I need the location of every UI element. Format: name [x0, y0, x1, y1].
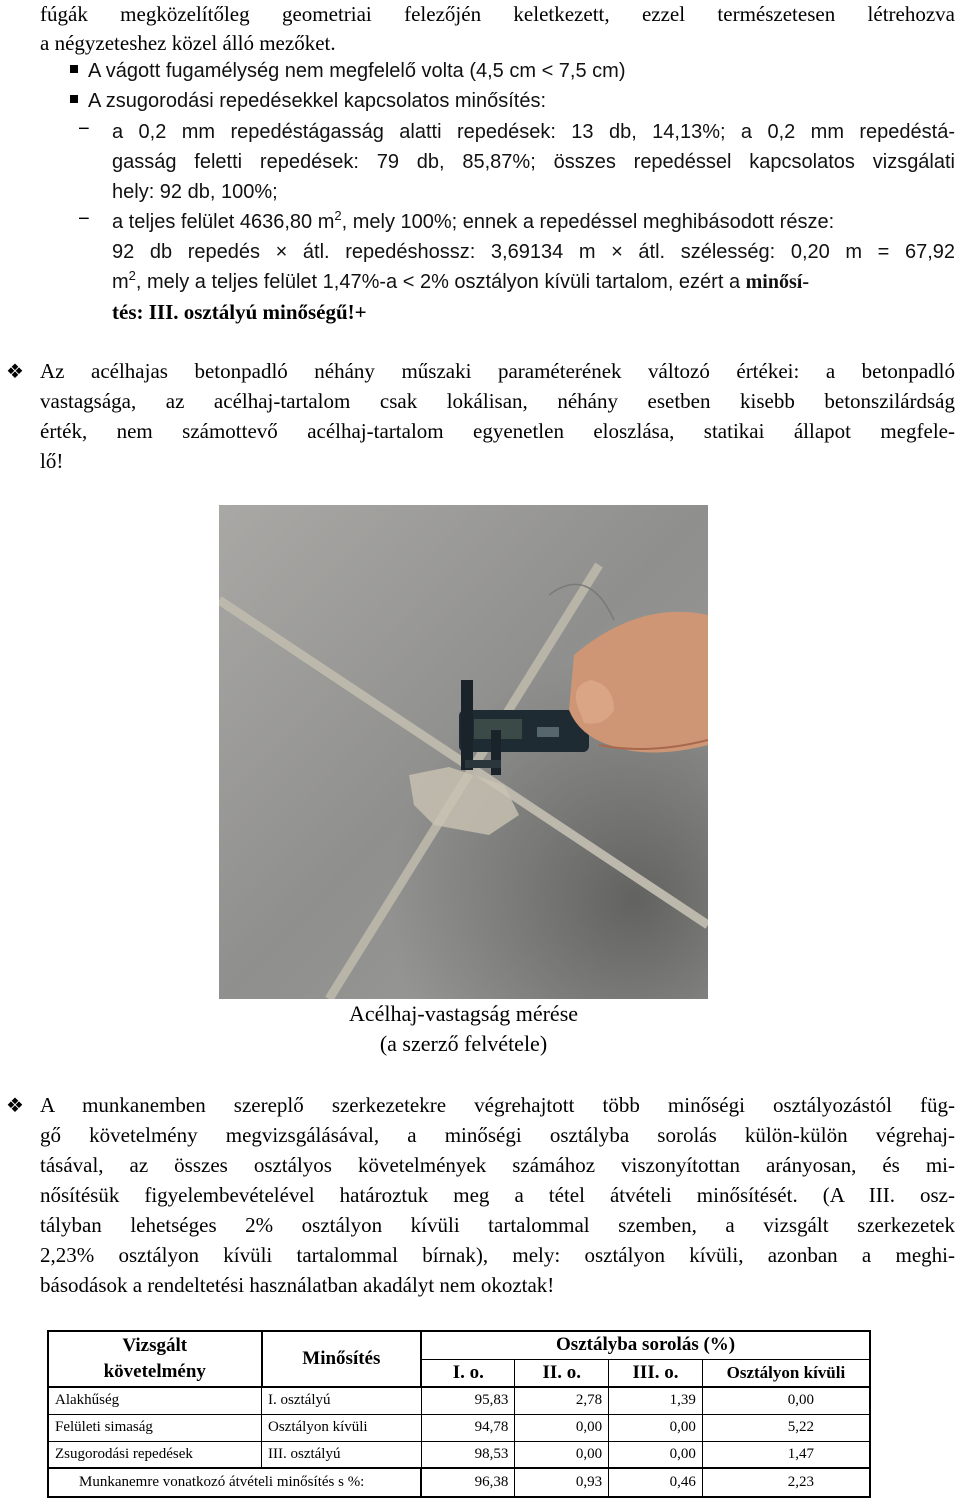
cell-rating: Osztályon kívüli — [262, 1414, 422, 1441]
paragraph-line: 2,23% osztályon kívüli tartalommal bírnak), mely: osztályon kívüli, azonban a meghi- — [40, 1243, 955, 1267]
paragraph-line: gő követelmény megvizsgálásával, a minőségi osztályba sorolás külön-külön végrehaj- — [40, 1123, 955, 1147]
header-class-group: Osztályba sorolás (%) — [421, 1331, 870, 1359]
diamond-bullet-icon: ❖ — [6, 1093, 24, 1117]
paragraph-line: nősítésük figyelembevételével határoztuk meg a tétel átvételi minősítését. (A III. osz- — [40, 1183, 955, 1207]
cell-requirement: Alakhűség — [48, 1387, 262, 1414]
header-class-2: II. o. — [515, 1359, 609, 1387]
paragraph-line: a négyzeteshez közel álló mezőket. — [40, 31, 336, 55]
cell-rating: I. osztályú — [262, 1387, 422, 1414]
cell-class-3: 0,00 — [609, 1441, 703, 1468]
bullet-item: A vágott fugamélység nem megfelelő volta (4,5 cm < 7,5 cm) — [88, 60, 626, 82]
sub-item-line: a 0,2 mm repedéstágasság alatti repedések: 13 db, 14,13%; a 0,2 mm repedéstá- — [112, 121, 955, 143]
photo-caption-credit: (a szerző felvétele) — [379, 1031, 548, 1056]
cell-class-1: 98,53 — [421, 1441, 515, 1468]
paragraph-line: lő! — [40, 449, 64, 473]
sub-item-line — [112, 268, 955, 296]
cell-out-of-class: 1,47 — [702, 1441, 870, 1468]
header-requirement-line1: Vizsgált — [122, 1335, 188, 1356]
area-text-rest: , mely 100%; ennek a repedéssel meghibásodott része: — [341, 211, 835, 233]
square-bullet-icon — [70, 65, 78, 73]
cell-class-1: 95,83 — [421, 1387, 515, 1414]
diamond-bullet-icon: ❖ — [6, 359, 24, 383]
bullet-item: A zsugorodási repedésekkel kapcsolatos minősítés: — [88, 90, 547, 112]
header-class-1: I. o. — [421, 1359, 515, 1387]
sub-item-line: 92 db repedés × átl. repedéshossz: 3,69134 m × átl. szélesség: 0,20 m = 67,92 — [112, 241, 955, 263]
cell-class-2: 0,00 — [515, 1414, 609, 1441]
cell-requirement: Felületi simaság — [48, 1414, 262, 1441]
sub-item-text: , mely a teljes felület 1,47%-a < 2% osztályon kívüli tartalom, ezért a — [135, 271, 746, 293]
header-requirement-line2: követelmény — [103, 1361, 206, 1382]
bold-rating: minősí- — [745, 271, 809, 293]
dash-bullet-icon: − — [78, 208, 90, 230]
cell-total-label: Munkanemre vonatkozó átvételi minősítés s %: — [48, 1468, 421, 1497]
unit-m: m — [112, 271, 129, 293]
header-requirement — [48, 1331, 262, 1387]
table-row — [48, 1387, 870, 1414]
header-out-of-class: Osztályon kívüli — [702, 1359, 870, 1387]
square-bullet-icon — [70, 95, 78, 103]
sub-item-line: gasság feletti repedések: 79 db, 85,87%; összes repedéssel kapcsolatos vizsgálati — [112, 151, 955, 173]
paragraph-line: Az acélhajas betonpadló néhány műszaki paraméterének változó értékei: a betonpadló — [40, 359, 955, 383]
cell-out-of-class: 5,22 — [702, 1414, 870, 1441]
dash-bullet-icon: − — [78, 118, 90, 140]
classification-table — [47, 1330, 871, 1498]
sub-item-line — [112, 208, 834, 236]
table-row — [48, 1441, 870, 1468]
cell-requirement: Zsugorodási repedések — [48, 1441, 262, 1468]
cell-total-class-3: 0,46 — [609, 1468, 703, 1497]
caliper-measurement-photo — [219, 505, 708, 999]
cell-rating: III. osztályú — [262, 1441, 422, 1468]
paragraph-line: érték, nem számottevő acélhaj-tartalom egyenetlen eloszlása, statikai állapot megfele- — [40, 419, 955, 443]
area-text: a teljes felület 4636,80 m — [112, 211, 335, 233]
paragraph-line: A munkanemben szereplő szerkezetekre végrehajtott több minőségi osztályozástól füg- — [40, 1093, 955, 1117]
table-row — [48, 1414, 870, 1441]
cell-class-1: 94,78 — [421, 1414, 515, 1441]
paragraph-line: tásával, az összes osztályos követelmények számához viszonyítottan arányosan, és mi- — [40, 1153, 955, 1177]
table-header-row — [48, 1331, 870, 1359]
paragraph-line: básodások a rendeltetési használatban akadályt nem okoztak! — [40, 1273, 555, 1297]
paragraph-line: vastagsága, az acélhaj-tartalom csak lokálisan, néhány esetben kisebb betonszilárdság — [40, 389, 955, 413]
cell-out-of-class: 0,00 — [702, 1387, 870, 1414]
cell-total-out-of-class: 2,23 — [702, 1468, 870, 1497]
photo-caption-title: Acélhaj-vastagság mérése — [348, 1001, 579, 1026]
table-total-row — [48, 1468, 870, 1497]
cell-class-3: 1,39 — [609, 1387, 703, 1414]
cell-class-2: 0,00 — [515, 1441, 609, 1468]
bold-rating-line: tés: III. osztályú minőségű!+ — [112, 300, 367, 324]
superscript: 2 — [128, 268, 136, 283]
cell-class-2: 2,78 — [515, 1387, 609, 1414]
header-class-3: III. o. — [609, 1359, 703, 1387]
superscript: 2 — [334, 208, 342, 223]
header-rating: Minősítés — [262, 1331, 422, 1387]
sub-item-line: hely: 92 db, 100%; — [112, 181, 278, 203]
cell-total-class-2: 0,93 — [515, 1468, 609, 1497]
paragraph-line: fúgák megközelítőleg geometriai felezőjén keletkezett, ezzel természetesen létrehozva — [40, 2, 955, 26]
cell-total-class-1: 96,38 — [421, 1468, 515, 1497]
paragraph-line: tályban lehetséges 2% osztályon kívüli tartalommal szemben, a vizsgált szerkezetek — [40, 1213, 955, 1237]
cell-class-3: 0,00 — [609, 1414, 703, 1441]
